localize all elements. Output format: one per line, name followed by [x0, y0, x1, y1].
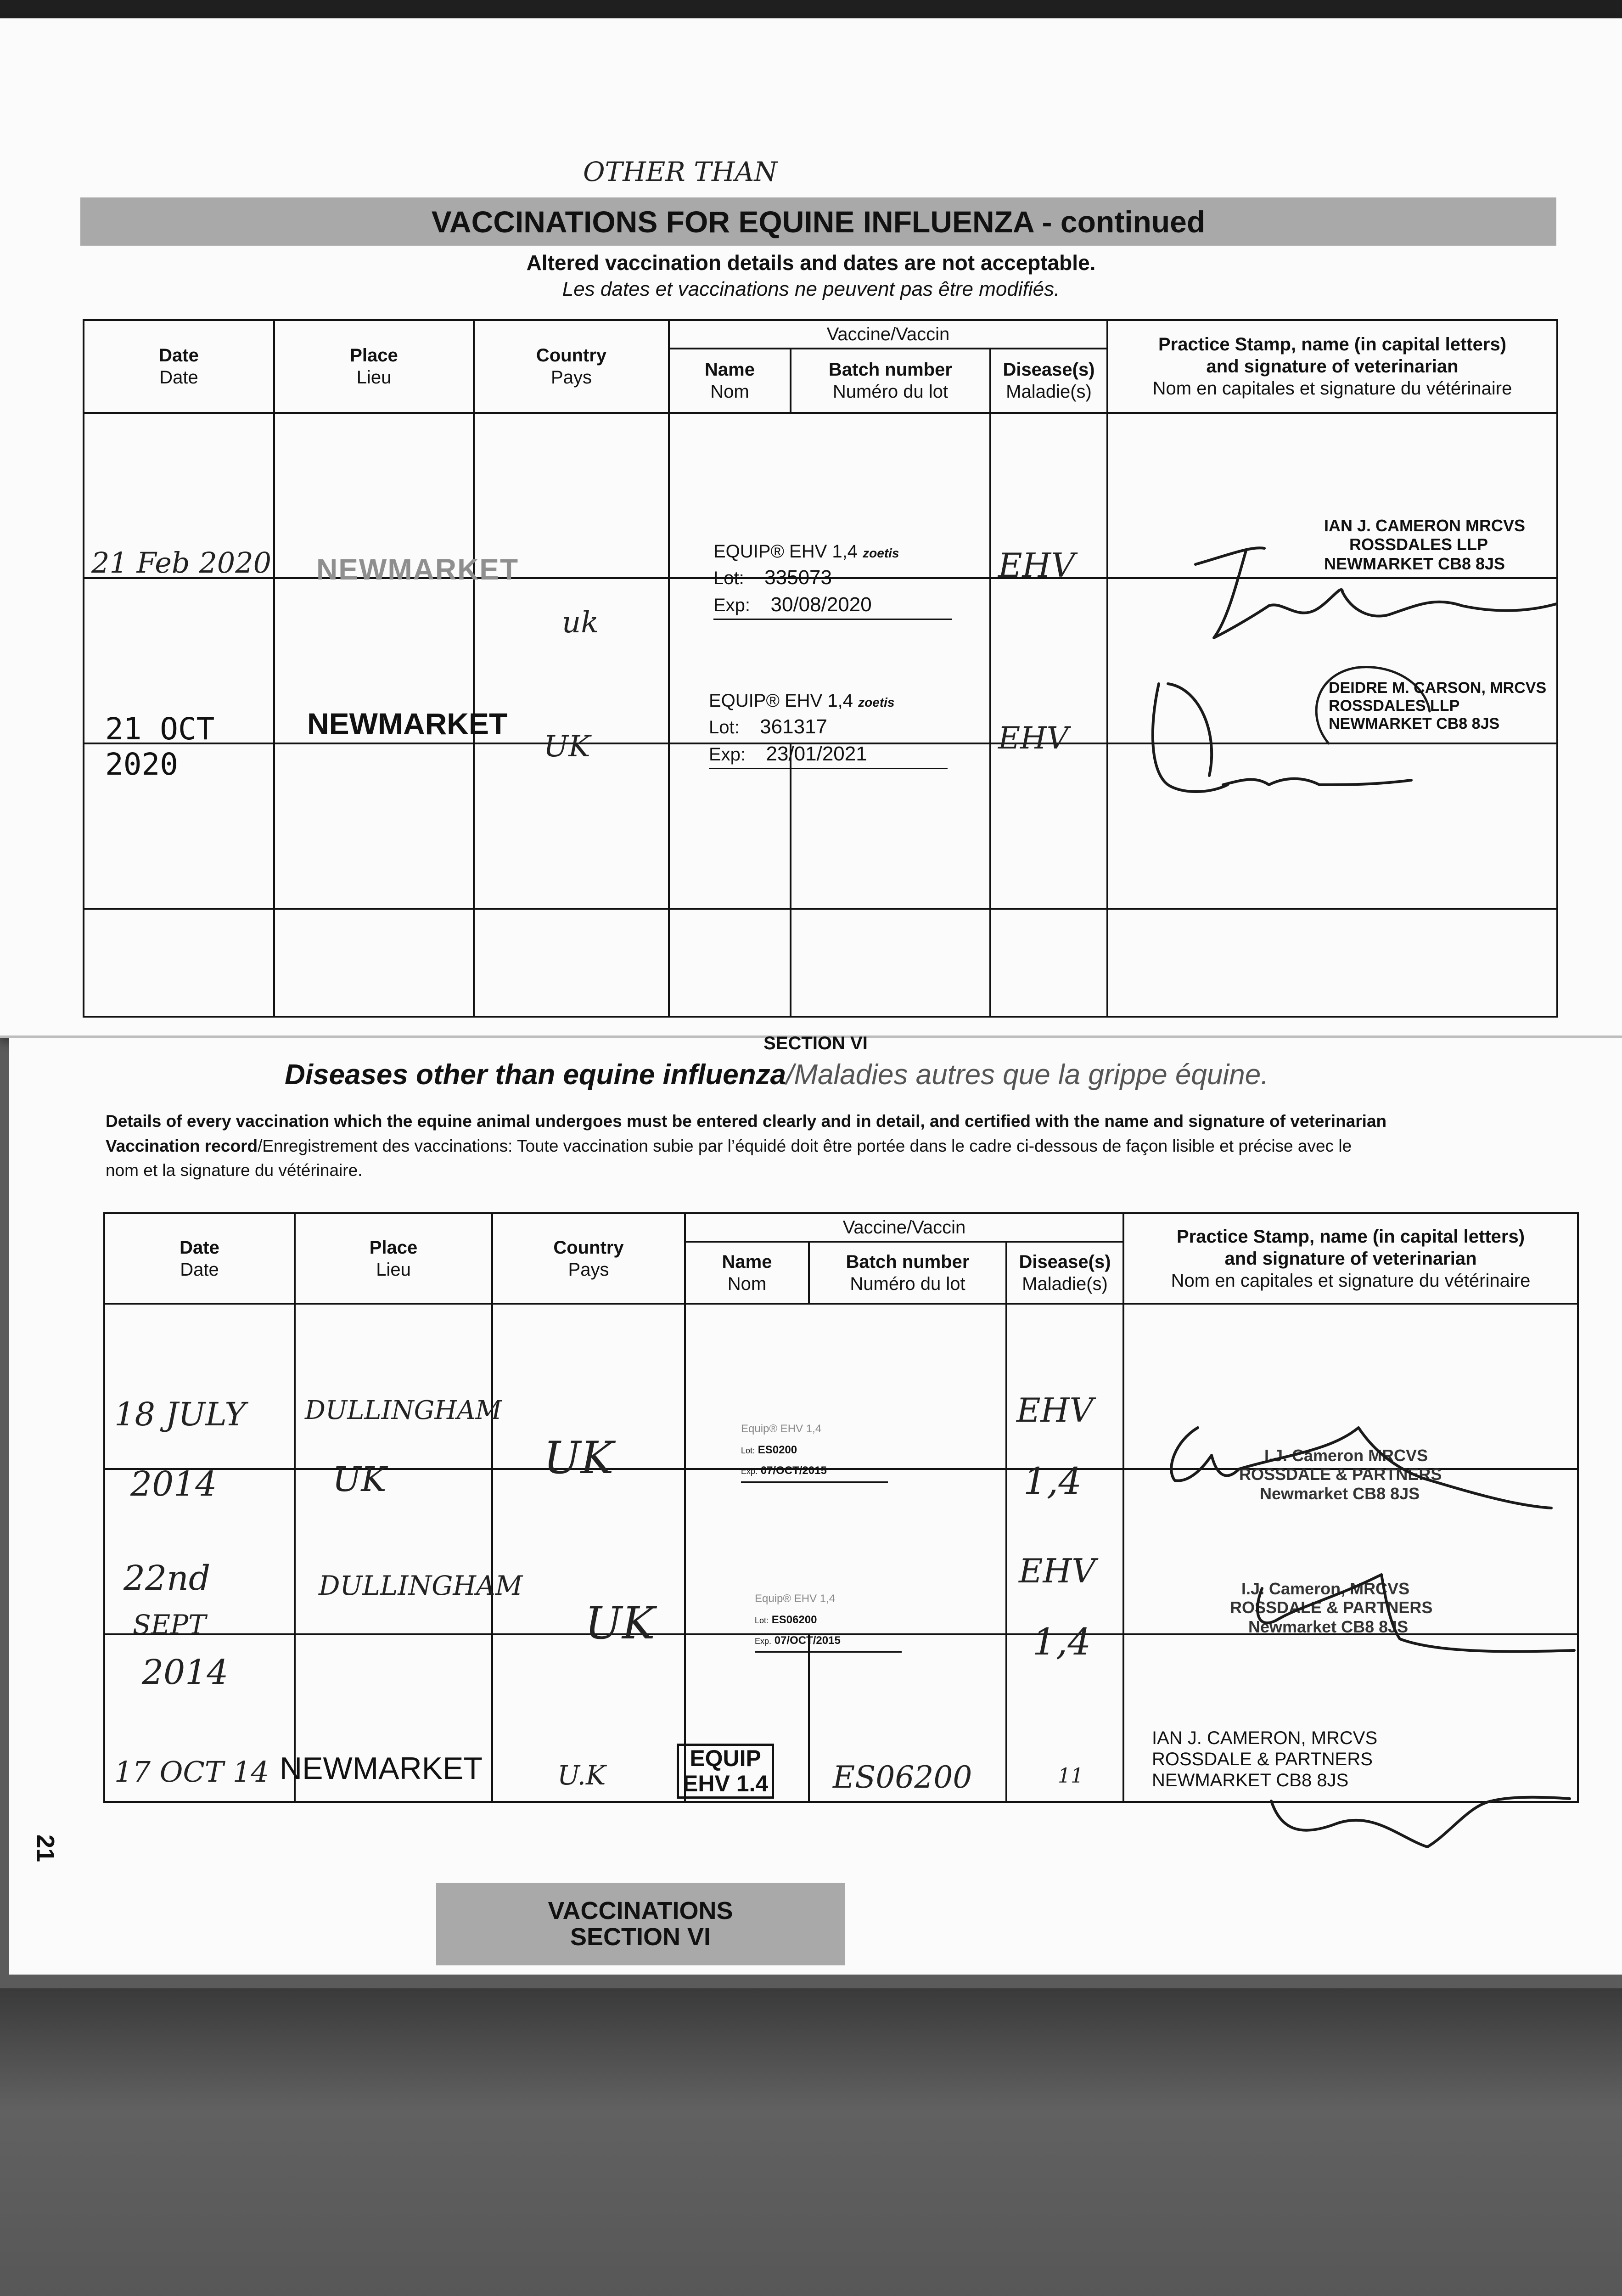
row-date-month: SEPT [133, 1609, 206, 1640]
row-date: 17 OCT 14 [114, 1755, 269, 1789]
page-number: 21 [32, 1835, 59, 1863]
col-disease: Disease(s) Maladie(s) [990, 349, 1107, 413]
vaccine-stamp: EQUIP EHV 1.4 [677, 1744, 774, 1799]
row-date: 22nd [123, 1559, 211, 1598]
col-place: Place Lieu [295, 1213, 492, 1304]
table-row [84, 413, 1557, 578]
vet-signature [1253, 1773, 1574, 1874]
row-batch: ES06200 [833, 1759, 972, 1795]
section-label: SECTION VI [763, 1033, 868, 1053]
notice-english: Altered vaccination details and dates are not acceptable. [526, 251, 1096, 275]
place-stamp: NEWMARKET [307, 707, 508, 741]
col-stamp: Practice Stamp, name (in capital letters) and signature of veterinarian Nom en capitales et signature du vétérinaire [1107, 320, 1557, 413]
vaccine-label-sticker: Equip® EHV 1,4 Lot: ES06200 Exp. 07/OCT/2015 [755, 1588, 902, 1653]
row-country: uk [562, 606, 599, 640]
table-row [84, 909, 1557, 1017]
top-page [0, 18, 1622, 1038]
vet-signature [1147, 1400, 1560, 1519]
row-date-year: 2014 [130, 1464, 217, 1504]
vet-signature [1117, 670, 1499, 817]
vet-signature [1207, 1556, 1579, 1694]
row-disease-type: 1,4 [1033, 1621, 1091, 1663]
notice-french: Les dates et vaccinations ne peuvent pas être modifiés. [562, 278, 1060, 300]
row-disease: 11 [1058, 1764, 1083, 1788]
place-stamp: NEWMARKET [316, 553, 519, 586]
col-name: Name Nom [685, 1242, 809, 1304]
col-batch: Batch number Numéro du lot [791, 349, 990, 413]
row-place: DULLINGHAM [319, 1570, 523, 1601]
col-date: Date Date [84, 320, 274, 413]
col-country: Country Pays [474, 320, 669, 413]
col-batch: Batch number Numéro du lot [809, 1242, 1006, 1304]
table-row [104, 1304, 1578, 1469]
handwritten-note: OTHER THAN [583, 156, 778, 187]
vet-signature [1177, 514, 1558, 652]
section-heading: Diseases other than equine influenza/Maladies autres que la grippe équine. [285, 1059, 1269, 1091]
row-disease: EHV [998, 720, 1069, 756]
influenza-table [83, 319, 1558, 1018]
col-place: Place Lieu [274, 320, 474, 413]
bottom-page [9, 1033, 1622, 1975]
instructions: Details of every vaccination which the equine animal undergoes must be entered clearly and in detail, and certified with the name and signature of veterinarian Vaccination record/Enregistrement des vaccinations: Toute vaccination subie par l’équidé doit être portée dans le cadre ci-dessous de façon lisible et précise avec le nom et la signature du vétérinaire. [106, 1112, 1387, 1180]
col-country: Country Pays [492, 1213, 685, 1304]
date-stamp: 21 OCT 2020 [105, 711, 215, 782]
row-date: 21 Feb 2020 [91, 546, 272, 580]
row-country: UK [544, 1432, 614, 1484]
row-disease: EHV [998, 546, 1075, 585]
scanner-edge [0, 0, 1622, 18]
vaccine-label-sticker: EQUIP® EHV 1,4 zoetis Lot: 335073 Exp: 30/08/2020 [713, 539, 952, 620]
row-country: U.K [557, 1759, 606, 1791]
row-disease: EHV [1019, 1552, 1096, 1590]
place-stamp: NEWMARKET [280, 1750, 483, 1786]
vet-stamp: DEIDRE M. CARSON, MRCVS ROSSDALES LLP NEWMARKET CB8 8JS [1329, 679, 1547, 733]
row-disease-type: 1,4 [1023, 1460, 1082, 1503]
col-disease: Disease(s) Maladie(s) [1006, 1242, 1123, 1304]
row-disease: EHV [1016, 1391, 1094, 1429]
row-place-country: UK [332, 1460, 387, 1499]
row-date-year: 2014 [142, 1653, 229, 1692]
row-country: UK [544, 730, 590, 764]
vet-stamp: IAN J. CAMERON MRCVS ROSSDALES LLP NEWMARKET CB8 8JS [1324, 516, 1526, 573]
section-title: VACCINATIONS FOR EQUINE INFLUENZA - continued [80, 197, 1556, 246]
vet-stamp: I.J. Cameron MRCVS ROSSDALE & PARTNERS Newmarket CB8 8JS [1239, 1446, 1442, 1503]
row-country: UK [585, 1598, 655, 1649]
scanner-background [0, 1988, 1622, 2296]
row-place: DULLINGHAM [305, 1396, 502, 1425]
other-diseases-table [103, 1212, 1579, 1803]
col-vaccine-group: Vaccine/Vaccin [669, 320, 1107, 349]
vet-stamp: I.J. Cameron, MRCVS ROSSDALE & PARTNERS Newmarket CB8 8JS [1230, 1579, 1433, 1636]
col-name: Name Nom [669, 349, 791, 413]
col-date: Date Date [104, 1213, 295, 1304]
col-vaccine-group: Vaccine/Vaccin [685, 1213, 1123, 1242]
vet-stamp: IAN J. CAMERON, MRCVS ROSSDALE & PARTNERS NEWMARKET CB8 8JS [1152, 1728, 1378, 1790]
vaccine-label-sticker: Equip® EHV 1,4 Lot: ES0200 Exp. 07/OCT/2015 [741, 1418, 888, 1483]
section-tab: VACCINATIONS SECTION VI [436, 1883, 845, 1965]
vaccine-label-sticker: EQUIP® EHV 1,4 zoetis Lot: 361317 Exp: 23/01/2021 [709, 688, 948, 769]
row-date: 18 JULY [114, 1396, 246, 1433]
col-stamp: Practice Stamp, name (in capital letters) and signature of veterinarian Nom en capitales et signature du vétérinaire [1123, 1213, 1578, 1304]
